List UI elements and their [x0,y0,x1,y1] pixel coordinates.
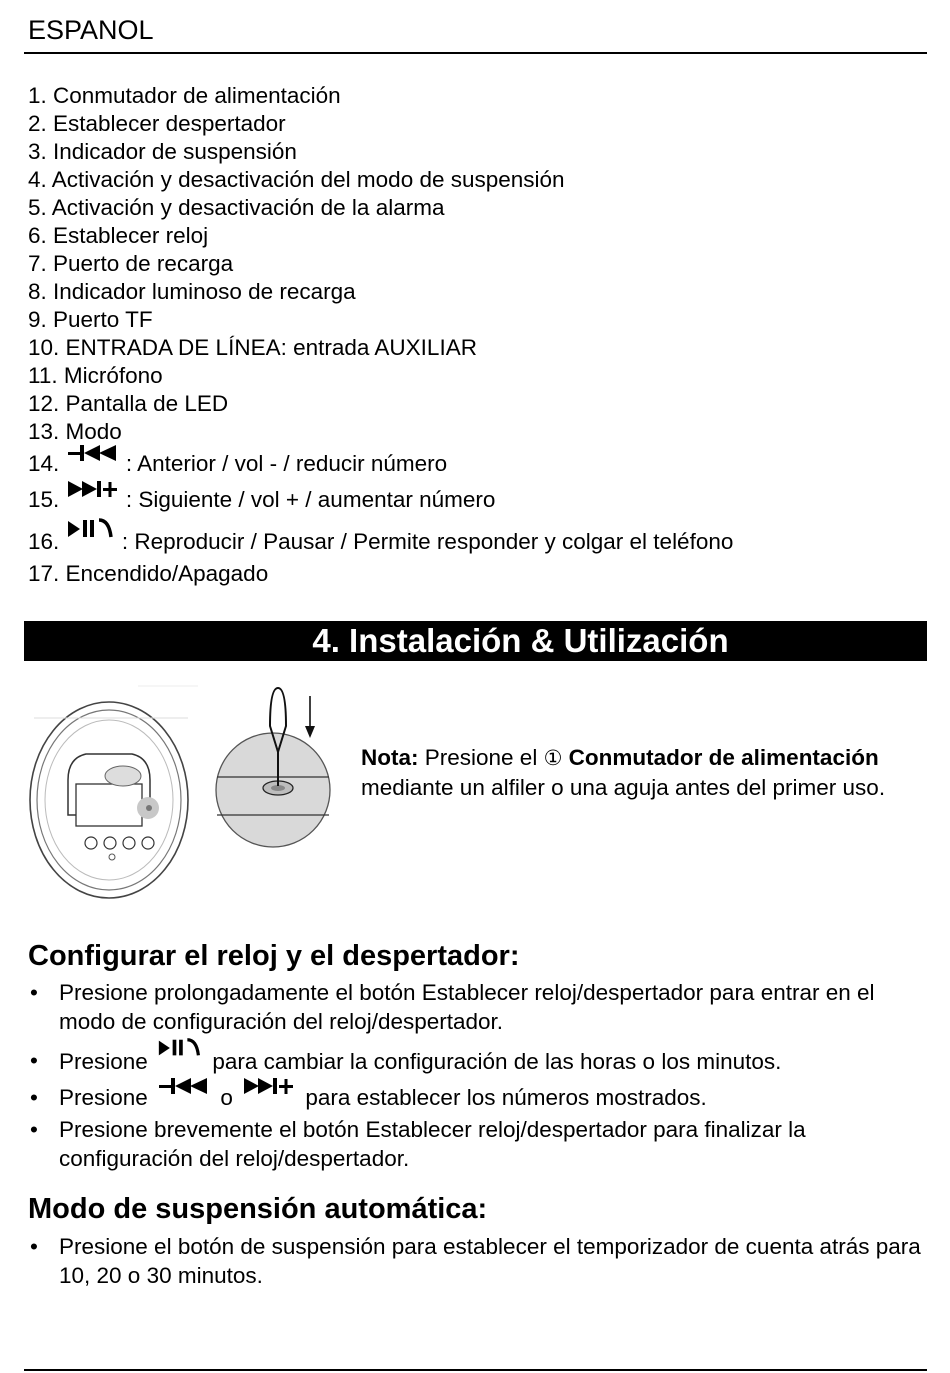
parts-list-item: 7. Puerto de recarga [28,251,234,276]
previous-vol-down-icon [157,1073,211,1105]
list-item-text: o [214,1085,240,1110]
parts-list-item: 5. Activación y desactivación de la alarma [28,195,445,220]
parts-list-item: 4. Activación y desactivación del modo de suspensión [28,167,565,192]
list-item [28,979,923,1036]
parts-list-item-16 [28,518,733,560]
play-pause-call-icon [157,1036,203,1069]
section-title: 4. Instalación & Utilización [24,621,927,661]
list-item-text: Presione brevemente el botón Establecer reloj/despertador para finalizar la configuración del reloj/despertador. [59,1117,806,1171]
play-pause-call-icon [66,510,116,558]
list-item-text: Presione [59,1085,155,1110]
parts-list-item: 2. Establecer despertador [28,111,286,136]
installation-note [361,744,931,802]
note-label: Nota: [361,745,419,770]
parts-list-item: 8. Indicador luminoso de recarga [28,279,356,304]
next-vol-up-icon [242,1073,296,1105]
note-bold-term: Conmutador de alimentación [562,745,879,770]
parts-list-item: 12. Pantalla de LED [28,391,229,416]
bullet: • [30,1234,38,1259]
parts-list-item: 11. Micrófono [28,363,163,388]
list-item-text: Presione [59,1049,155,1074]
list-item-text: para cambiar la configuración de las horas o los minutos. [206,1049,782,1074]
parts-list-item: 6. Establecer reloj [28,223,209,248]
footer-rule [24,1369,927,1371]
list-item-text: Presione el botón de suspensión para establecer el temporizador de cuenta atrás para 10, 20 o 30 minutos. [59,1234,921,1288]
parts-list-item-14 [28,446,733,482]
part-number: 16. [28,529,60,554]
parts-list-item-15 [28,482,733,518]
list-item [28,1116,923,1173]
previous-vol-down-icon [66,438,120,474]
parts-list-item: 9. Puerto TF [28,307,153,332]
list-item-text: Presione prolongadamente el botón Establecer reloj/despertador para entrar en el modo de configuración del reloj/despertador. [59,980,875,1034]
note-text-before: Presione el [418,745,544,770]
bullet: • [30,1048,38,1073]
parts-list [28,82,733,588]
next-vol-up-icon [66,474,120,510]
part-number: 14. [28,451,60,476]
clock-setup-list [28,979,923,1173]
note-text-after: mediante un alfiler o una aguja antes del primer uso. [361,774,886,800]
parts-list-item: 13. Modo [28,419,122,444]
part-text: : Reproducir / Pausar / Permite responder y colgar el teléfono [121,529,734,554]
bullet: • [30,1117,38,1142]
parts-list-item: 3. Indicador de suspensión [28,139,297,164]
list-item [28,1082,923,1114]
bullet: • [30,980,38,1005]
list-item-text: para establecer los números mostrados. [299,1085,707,1110]
circled-number-1: ① [543,747,563,770]
header-rule [24,52,927,54]
bullet: • [30,1085,38,1110]
sleep-mode-list [28,1233,923,1290]
part-number: 15. [28,487,60,512]
power-switch-figure [28,680,338,905]
parts-list-item: 17. Encendido/Apagado [28,561,269,586]
parts-list-item: 10. ENTRADA DE LÍNEA: entrada AUXILIAR [28,335,477,360]
clock-setup-heading: Configurar el reloj y el despertador: [28,940,520,972]
part-text: : Anterior / vol - / reducir número [125,451,448,476]
page-language-header: ESPANOL [28,15,154,45]
part-text: : Siguiente / vol + / aumentar número [125,487,496,512]
list-item [28,1233,923,1290]
sleep-mode-heading: Modo de suspensión automática: [28,1193,488,1225]
parts-list-item: 1. Conmutador de alimentación [28,83,341,108]
